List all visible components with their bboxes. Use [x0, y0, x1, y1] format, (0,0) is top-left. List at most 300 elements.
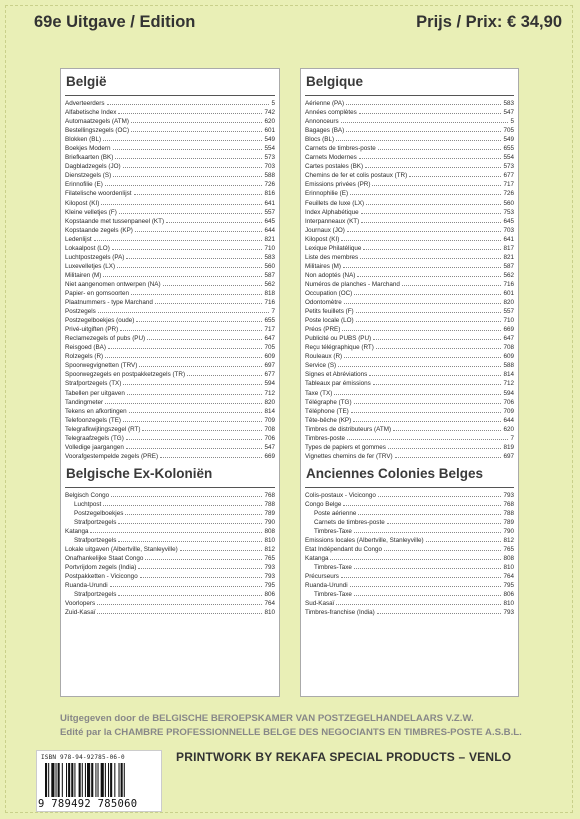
dot-leader: [118, 536, 262, 542]
dot-leader: [347, 226, 502, 232]
dot-leader: [187, 370, 262, 376]
entry-list: [305, 99, 514, 461]
entry-label: Boekjes Modern: [65, 145, 111, 153]
dot-leader: [341, 235, 501, 241]
entry-label: Poste locale (LO): [305, 317, 354, 325]
barcode-bars: [45, 763, 155, 797]
entry-label: Reçu télégraphique (RT): [305, 344, 374, 352]
cover-header: [34, 10, 562, 34]
dot-leader: [341, 117, 509, 123]
entry-label: Dienstzegels (S): [65, 172, 112, 180]
dot-leader: [166, 217, 262, 223]
entry-page-number: 790: [503, 528, 514, 536]
index-entry: [305, 316, 514, 325]
entry-page-number: 697: [264, 362, 275, 370]
dot-leader: [395, 452, 502, 458]
entry-label: Automaatzegels (ATM): [65, 118, 129, 126]
index-entry: [65, 572, 275, 581]
entry-page-number: 620: [503, 425, 514, 433]
entry-label: Strafportzegels: [74, 591, 117, 599]
entry-label: Index Alphabétique: [305, 208, 359, 216]
entry-page-number: 788: [264, 500, 275, 508]
index-entry: [305, 235, 514, 244]
index-entry: [305, 416, 514, 425]
entry-label: Service (S): [305, 362, 337, 370]
dot-leader: [334, 389, 501, 395]
dot-leader: [105, 352, 262, 358]
entry-page-number: 609: [503, 353, 514, 361]
entry-page-number: 808: [503, 555, 514, 563]
entry-label: Tekens en afkortingen: [65, 407, 127, 415]
index-entry: [65, 545, 275, 554]
barcode-bar: [66, 763, 67, 797]
index-entry: [305, 298, 514, 307]
index-entry: [65, 307, 275, 316]
entry-page-number: 768: [264, 491, 275, 499]
index-entry: [65, 361, 275, 370]
entry-page-number: 764: [264, 600, 275, 608]
index-entry: [305, 500, 514, 509]
index-entry: [305, 244, 514, 253]
entry-label: Interpanneaux (KT): [305, 217, 360, 225]
index-entry: [65, 99, 275, 108]
section-heading: België: [66, 74, 107, 89]
entry-label: Non adoptés (NA): [305, 271, 356, 279]
dot-leader: [344, 352, 501, 358]
entry-page-number: 764: [503, 573, 514, 581]
entry-label: Timbres-poste: [305, 434, 346, 442]
entry-label: Emissions privées (PR): [305, 181, 371, 189]
entry-label: Katanga: [65, 528, 89, 536]
entry-list: [305, 491, 514, 618]
index-entry: [65, 126, 275, 135]
entry-label: Kopstaande zegels (KP): [65, 226, 133, 234]
entry-page-number: 601: [503, 289, 514, 297]
index-entry: [65, 581, 275, 590]
entry-label: Timbres-Taxe: [314, 528, 352, 536]
dot-leader: [358, 509, 501, 515]
entry-label: Préos (PRE): [305, 326, 341, 334]
index-entry: [65, 491, 275, 500]
dot-leader: [356, 307, 502, 313]
entry-page-number: 645: [264, 217, 275, 225]
dot-leader: [376, 343, 502, 349]
entry-label: Telefoonzegels (TE): [65, 416, 121, 424]
entry-label: Luchtpost: [74, 500, 102, 508]
index-entry: [65, 425, 275, 434]
index-entry: [65, 343, 275, 352]
index-entry: [305, 554, 514, 563]
dot-leader: [131, 126, 262, 132]
entry-label: Zuid-Kasaï: [65, 609, 96, 617]
index-entry: [305, 226, 514, 235]
entry-label: Erinnophilie (E): [305, 190, 349, 198]
entry-page-number: 641: [264, 199, 275, 207]
entry-label: Kleine velletjes (F): [65, 208, 117, 216]
entry-page-number: 609: [264, 353, 275, 361]
index-entry: [305, 180, 514, 189]
dot-leader: [103, 500, 262, 506]
entry-label: Feuillets de luxe (LX): [305, 199, 365, 207]
index-entry: [65, 235, 275, 244]
entry-label: Numéros de planches - Marchand: [305, 280, 400, 288]
entry-label: Erinnofilie (E): [65, 181, 103, 189]
barcode-bar: [62, 763, 63, 797]
entry-label: Kopstaande met tussenpaneel (KT): [65, 217, 165, 225]
entry-page-number: 5: [271, 100, 275, 107]
entry-label: Signes et Abréviations: [305, 371, 368, 379]
entry-page-number: 717: [503, 181, 514, 189]
index-entry: [65, 289, 275, 298]
entry-label: Telegrafkwijtingszegel (RT): [65, 425, 141, 433]
entry-page-number: 554: [503, 154, 514, 162]
barcode-bar: [124, 763, 125, 797]
entry-page-number: 765: [503, 546, 514, 554]
entry-page-number: 641: [503, 235, 514, 243]
entry-page-number: 716: [503, 280, 514, 288]
dot-leader: [155, 298, 263, 304]
index-entry: [305, 443, 514, 452]
price-label: Prijs / Prix: € 34,90: [416, 12, 562, 31]
index-entry: [65, 370, 275, 379]
dot-leader: [126, 253, 262, 259]
entry-label: Petits feuillets (F): [305, 308, 354, 316]
entry-page-number: 710: [264, 244, 275, 252]
index-entry: [305, 608, 514, 617]
entry-label: Télégraphe (TG): [305, 398, 352, 406]
entry-label: Militaires (M): [305, 262, 342, 270]
entry-page-number: 588: [503, 362, 514, 370]
index-entry: [65, 226, 275, 235]
isbn-barcode: [36, 750, 162, 812]
barcode-bar: [82, 763, 83, 797]
barcode-bar: [87, 763, 90, 797]
dot-leader: [145, 554, 262, 560]
entry-page-number: 806: [264, 591, 275, 599]
entry-page-number: 709: [503, 407, 514, 415]
entry-page-number: 560: [264, 262, 275, 270]
entry-label: Occupation (OC): [305, 289, 353, 297]
entry-page-number: 583: [503, 100, 514, 107]
dot-leader: [119, 208, 263, 214]
entry-page-number: 594: [264, 380, 275, 388]
index-entry: [65, 563, 275, 572]
entry-label: Voorlopers: [65, 600, 96, 608]
entry-page-number: 583: [264, 253, 275, 261]
index-entry: [65, 117, 275, 126]
entry-label: Colis-postaux - Vicicongo: [305, 491, 376, 499]
entry-page-number: 810: [503, 564, 514, 572]
entry-label: Cartes postales (BK): [305, 163, 364, 171]
barcode-bar: [91, 763, 93, 797]
section-divider: [305, 95, 514, 96]
dot-leader: [131, 117, 263, 123]
entry-label: Ruanda-Urundi: [305, 582, 348, 590]
entry-label: Journaux (JO): [305, 226, 345, 234]
dot-leader: [147, 334, 262, 340]
entry-page-number: 768: [503, 500, 514, 508]
entry-label: Timbres-Taxe: [314, 591, 352, 599]
entry-page-number: 821: [503, 253, 514, 261]
dot-leader: [105, 180, 263, 186]
section-belgie: [61, 75, 279, 461]
entry-label: Odontomètre: [305, 299, 342, 307]
dot-leader: [113, 171, 262, 177]
dot-leader: [354, 527, 502, 533]
index-entry: [65, 180, 275, 189]
dot-leader: [372, 180, 501, 186]
entry-label: Blokken (BL): [65, 136, 102, 144]
dot-leader: [361, 208, 502, 214]
section-heading: Belgische Ex-Koloniën: [66, 465, 213, 481]
index-entry: [305, 434, 514, 443]
entry-label: Militairen (M): [65, 271, 102, 279]
entry-label: Années complètes: [305, 109, 357, 117]
index-entry: [305, 289, 514, 298]
entry-page-number: 709: [264, 416, 275, 424]
dot-leader: [163, 280, 263, 286]
entry-list: [65, 491, 275, 618]
entry-page-number: 812: [264, 546, 275, 554]
entry-label: Bagages (BA): [305, 127, 345, 135]
entry-page-number: 808: [264, 528, 275, 536]
barcode-bar: [101, 763, 104, 797]
index-entry: [65, 536, 275, 545]
index-entry: [65, 518, 275, 527]
entry-page-number: 655: [503, 145, 514, 153]
publisher-line-nl: Uitgegeven door de BELGISCHE BEROEPSKAMER VAN POSTZEGELHANDELAARS V.Z.W.: [60, 713, 474, 724]
barcode-bar: [121, 763, 123, 797]
dot-leader: [347, 434, 508, 440]
entry-page-number: 790: [264, 519, 275, 527]
publisher-block: [60, 712, 570, 740]
entry-page-number: 716: [264, 299, 275, 307]
index-entry: [305, 599, 514, 608]
entry-page-number: 706: [264, 434, 275, 442]
index-entry: [305, 590, 514, 599]
index-entry: [65, 608, 275, 617]
entry-page-number: 669: [264, 452, 275, 460]
dot-leader: [135, 226, 263, 232]
index-entry: [65, 434, 275, 443]
dot-leader: [126, 434, 263, 440]
entry-label: Alfabetische Index: [65, 109, 117, 117]
barcode-bar: [98, 763, 99, 797]
dot-leader: [117, 262, 262, 268]
index-entry: [305, 563, 514, 572]
index-entry: [65, 208, 275, 217]
entry-label: Niet aangenomen ontwerpen (NA): [65, 280, 161, 288]
index-entry: [65, 352, 275, 361]
entry-page-number: 816: [264, 190, 275, 198]
entry-page-number: 549: [264, 136, 275, 144]
dot-leader: [388, 443, 502, 449]
index-entry: [305, 509, 514, 518]
index-entry: [305, 117, 514, 126]
entry-page-number: 708: [264, 425, 275, 433]
index-entry: [305, 217, 514, 226]
entry-label: Reisgoed (BA): [65, 344, 106, 352]
index-entry: [305, 135, 514, 144]
dot-leader: [123, 416, 262, 422]
barcode-bar: [108, 763, 109, 797]
index-entry: [305, 271, 514, 280]
dot-leader: [343, 262, 501, 268]
index-entry: [305, 352, 514, 361]
entry-label: Poste aérienne: [314, 509, 357, 517]
entry-page-number: 5: [510, 118, 514, 126]
entry-label: Kilopost (KI): [305, 235, 340, 243]
entry-page-number: 620: [264, 118, 275, 126]
dot-leader: [360, 253, 501, 259]
dot-leader: [361, 217, 501, 223]
index-entry: [305, 379, 514, 388]
dot-leader: [363, 244, 501, 250]
dot-leader: [373, 379, 502, 385]
dot-leader: [359, 108, 502, 114]
barcode-bar: [58, 763, 60, 797]
barcode-bar: [71, 763, 73, 797]
entry-list: [65, 99, 275, 461]
entry-label: Strafportzegels: [74, 537, 117, 545]
index-entry: [65, 298, 275, 307]
index-entry: [305, 491, 514, 500]
index-entry: [65, 244, 275, 253]
entry-label: Adverteerders: [65, 100, 105, 107]
dot-leader: [123, 379, 262, 385]
entry-page-number: 793: [503, 609, 514, 617]
entry-page-number: 793: [503, 491, 514, 499]
index-entry: [305, 253, 514, 262]
dot-leader: [111, 491, 262, 497]
barcode-bar: [119, 763, 120, 797]
entry-page-number: 645: [503, 217, 514, 225]
entry-label: Telegraafzegels (TG): [65, 434, 124, 442]
dot-leader: [354, 563, 502, 569]
entry-page-number: 655: [264, 317, 275, 325]
entry-page-number: 712: [503, 380, 514, 388]
entry-page-number: 820: [264, 398, 275, 406]
index-entry: [65, 325, 275, 334]
dot-leader: [336, 135, 501, 141]
entry-page-number: 677: [264, 371, 275, 379]
dot-leader: [365, 162, 501, 168]
entry-page-number: 814: [264, 407, 275, 415]
barcode-bar: [68, 763, 70, 797]
entry-label: Taxe (TX): [305, 389, 333, 397]
dot-leader: [351, 407, 502, 413]
entry-label: Luxevelletjes (LX): [65, 262, 116, 270]
dot-leader: [341, 572, 502, 578]
index-panel-dutch: [60, 68, 280, 697]
entry-page-number: 793: [264, 564, 275, 572]
dot-leader: [115, 153, 262, 159]
index-entry: [305, 325, 514, 334]
entry-page-number: 7: [510, 434, 514, 442]
dot-leader: [384, 545, 501, 551]
index-entry: [65, 389, 275, 398]
entry-page-number: 810: [264, 537, 275, 545]
section-heading: Belgique: [306, 74, 364, 89]
entry-label: Annonceurs: [305, 118, 339, 126]
index-entry: [65, 262, 275, 271]
dot-leader: [354, 398, 502, 404]
index-entry: [305, 334, 514, 343]
index-entry: [65, 407, 275, 416]
dot-leader: [118, 590, 262, 596]
entry-label: Emissions locales (Albertville, Stanleyville): [305, 537, 424, 545]
entry-page-number: 806: [503, 591, 514, 599]
entry-label: Reclamezegels of pubs (PU): [65, 335, 146, 343]
entry-label: Spoorwegvignetten (TRV): [65, 362, 138, 370]
index-entry: [65, 162, 275, 171]
index-entry: [65, 199, 275, 208]
barcode-bar: [105, 763, 106, 797]
dot-leader: [105, 398, 262, 404]
entry-page-number: 601: [264, 127, 275, 135]
dot-leader: [346, 99, 501, 105]
dot-leader: [103, 135, 262, 141]
entry-page-number: 587: [264, 271, 275, 279]
entry-label: Timbres-franchise (India): [305, 609, 375, 617]
dot-leader: [107, 99, 270, 105]
dot-leader: [366, 199, 501, 205]
dot-leader: [354, 590, 502, 596]
dot-leader: [393, 425, 501, 431]
dot-leader: [180, 545, 263, 551]
dot-leader: [357, 271, 501, 277]
index-entry: [65, 253, 275, 262]
entry-page-number: 710: [503, 317, 514, 325]
index-entry: [65, 189, 275, 198]
entry-page-number: 814: [503, 371, 514, 379]
index-entry: [305, 307, 514, 316]
dot-leader: [118, 518, 262, 524]
entry-label: Ledenlijst: [65, 235, 92, 243]
entry-page-number: 562: [264, 280, 275, 288]
entry-label: Carnets de timbres-poste: [314, 519, 385, 527]
isbn-label: ISBN 978-94-92785-06-0: [41, 754, 125, 761]
entry-page-number: 726: [503, 190, 514, 198]
entry-label: Postzegelboekjes (oude): [65, 317, 135, 325]
dot-leader: [113, 144, 263, 150]
index-entry: [65, 443, 275, 452]
barcode-bar: [95, 763, 96, 797]
barcode-digits: 9 789492 785060: [38, 798, 138, 810]
index-entry: [65, 108, 275, 117]
entry-page-number: 554: [264, 145, 275, 153]
dot-leader: [353, 416, 501, 422]
entry-page-number: 742: [264, 109, 275, 117]
entry-label: Carnets de timbres-poste: [305, 145, 376, 153]
entry-page-number: 819: [503, 443, 514, 451]
index-entry: [65, 171, 275, 180]
dot-leader: [350, 581, 502, 587]
dot-leader: [330, 554, 501, 560]
dot-leader: [402, 280, 502, 286]
entry-page-number: 594: [503, 389, 514, 397]
index-entry: [305, 536, 514, 545]
entry-label: Lokale uitgaven (Albertville, Stanleyville): [65, 546, 178, 554]
entry-label: Papier- en gomsoorten: [65, 289, 130, 297]
entry-page-number: 795: [264, 582, 275, 590]
index-entry: [305, 425, 514, 434]
dot-leader: [129, 407, 263, 413]
entry-label: Timbres-Taxe: [314, 564, 352, 572]
entry-page-number: 7: [271, 308, 275, 316]
entry-page-number: 573: [503, 163, 514, 171]
entry-label: Rouleaux (R): [305, 353, 343, 361]
